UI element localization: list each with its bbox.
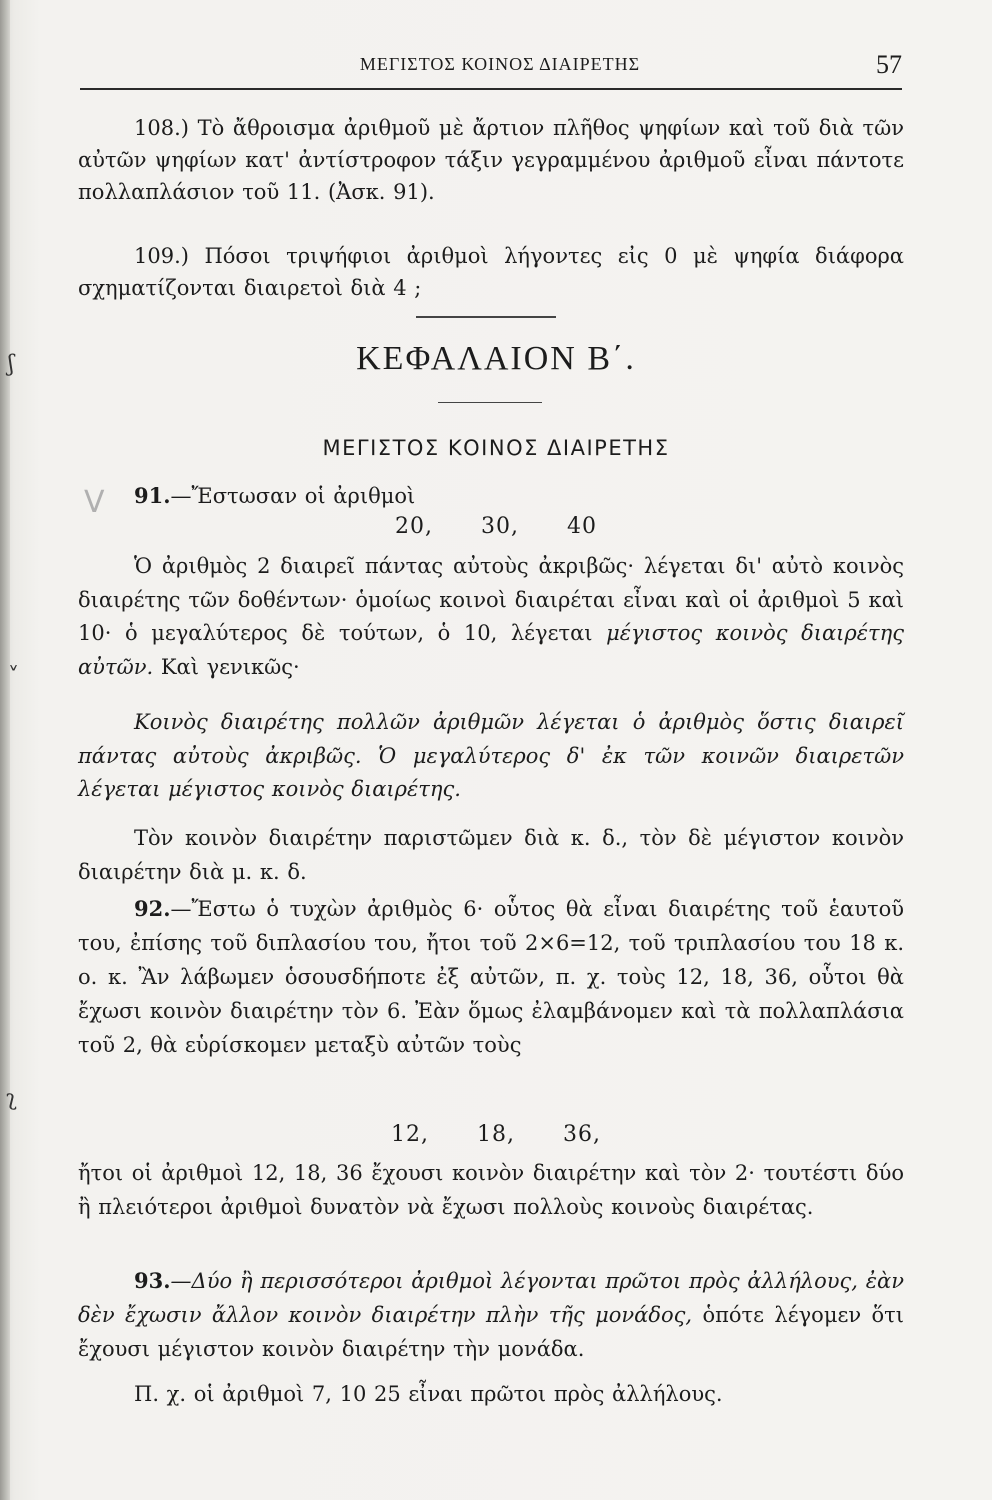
paragraph-number: 93. [134,1268,171,1293]
paragraph-91-intro-text: —Ἔστωσαν οἱ ἀριθμοὶ [170,484,416,508]
pencil-mark: V [84,485,105,520]
page-number: 57 [876,50,902,79]
paragraph-93-body [78,1264,904,1366]
exercise-108: 108.) Τὸ ἄθροισμα ἀριθμοῦ μὲ ἄρτιον πλῆθος ψηφίων καὶ τοῦ διὰ τῶν αὐτῶν ψηφίων κατ' ἀντίστροφον τάξιν γεγραμμένου ἀριθμοῦ εἶναι πάντοτε πολλαπλάσιον τοῦ 11. (Ἀσκ. 91). [78,116,904,204]
chapter-title: ΚΕΦΑΛΑΙΟΝ Β΄. [356,340,636,377]
page-edge-shadow [0,0,10,1500]
margin-mark: ˅ [8,664,19,689]
section-title: ΜΕΓΙΣΤΟΣ ΚΟΙΝΟΣ ΔΙΑΙΡΕΤΗΣ [322,436,670,460]
running-head: ΜΕΓΙΣΤΟΣ ΚΟΙΝΟΣ ΔΙΑΙΡΕΤΗΣ [359,54,641,74]
margin-mark: ʃ [8,352,14,377]
number-item: 30, [481,514,519,539]
chapter-rule [438,402,542,403]
paragraph-92-body [78,892,904,1062]
paragraph-91-text: Ὁ ἀριθμὸς 2 διαιρεῖ πάντας αὐτοὺς ἀκριβῶς· λέγεται δι' αὐτὸ κοινὸς διαιρέτης τῶν δοθέντων· ὁμοίως κοινοὶ διαιρέται εἶναι καὶ οἱ ἀριθμοὶ 5 καὶ 10· ὁ μεγαλύτερος δὲ τούτων, ὁ 10, λέγεται [78,554,904,645]
number-item: 12, [391,1122,429,1147]
margin-mark: ʅ [6,1086,17,1111]
number-item: 40 [567,514,597,539]
paragraph-91-end: Καὶ γενικῶς· [160,654,300,679]
number-item: 18, [477,1122,515,1147]
paragraph-93-example: Π. χ. οἱ ἀριθμοὶ 7, 10 25 εἶναι πρῶτοι πρὸς ἀλλήλους. [134,1382,723,1406]
paragraph-92-text: —Ἔστω ὁ τυχὼν ἀριθμὸς 6· οὗτος θὰ εἶναι διαιρέτης τοῦ ἑαυτοῦ του, ἐπίσης τοῦ διπλασίου του, ἤτοι τοῦ 2×6=12, τοῦ τριπλασίου του 18 κ. ο. κ. Ἂν λάβωμεν ὁσουσδήποτε ἐξ αὐτῶν, π. χ. τοὺς 12, 18, 36, οὗτοι θὰ ἔχωσι κοινὸν διαιρέτην τὸν 6. Ἐὰν ὅμως ἐλαμβάνομεν καὶ τὰ πολλαπλάσια τοῦ 2, θὰ εὑρίσκομεν μεταξὺ αὐτῶν τοὺς [78,897,904,1057]
page-header [80,50,902,90]
paragraph-number: 91. [134,483,171,508]
numbers-row-91 [0,514,992,539]
exercise-109: 109.) Πόσοι τριψήφιοι ἀριθμοὶ λήγοντες εἰς 0 μὲ ψηφία διάφορα σχηματίζονται διαιρετοὶ διὰ 4 ; [78,244,904,300]
paragraph-number: 92. [134,896,171,921]
paragraph-91-intro [134,480,904,512]
number-item: 36, [563,1122,601,1147]
number-item: 20, [395,514,433,539]
paragraph-91-italic: μέγιστος κοινὸς διαιρέτης αὐτῶν. [78,621,904,679]
header-rule [80,88,902,90]
paragraph-93-italic: —Δύο ἢ περισσότεροι ἀριθμοὶ λέγονται πρῶτοι πρὸς ἀλλήλους, ἐὰν δὲν ἔχωσιν ἄλλον κοινὸν διαιρέτην πλὴν τῆς μονάδος, [78,1269,904,1327]
paragraph-92-continued: ἤτοι οἱ ἀριθμοὶ 12, 18, 36 ἔχουσι κοινὸν διαιρέτην καὶ τὸν 2· τουτέστι δύο ἢ πλειότεροι ἀριθμοὶ δυνατὸν νὰ ἔχωσι πολλοὺς κοινοὺς διαιρέτας. [78,1161,904,1219]
paragraph-93-text: ὁπότε λέγομεν ὅτι ἔχουσι μέγιστον κοινὸν διαιρέτην τὴν μονάδα. [78,1303,904,1361]
section-divider-rule [416,316,556,318]
numbers-row-92 [0,1122,992,1147]
paragraph-91-body [78,550,904,684]
notation-text: Τὸν κοινὸν διαιρέτην παριστῶμεν διὰ κ. δ., τὸν δὲ μέγιστον κοινὸν διαιρέτην διὰ μ. κ. δ. [78,826,904,884]
definition-gcd: Κοινὸς διαιρέτης πολλῶν ἀριθμῶν λέγεται ὁ ἀριθμὸς ὅστις διαιρεῖ πάντας αὐτοὺς ἀκριβῶς. Ὁ μεγαλύτερος δ' ἐκ τῶν κοινῶν διαιρετῶν λέγεται μέγιστος κοινὸς διαιρέτης. [78,710,904,801]
